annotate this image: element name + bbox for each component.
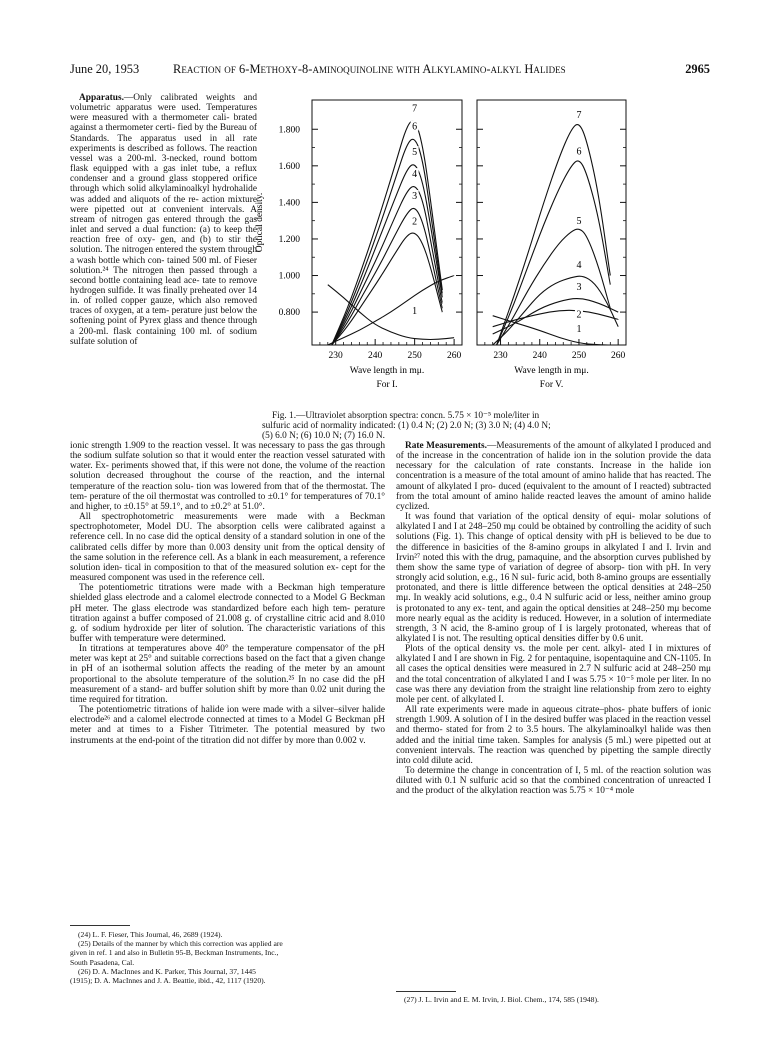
figure-1-chart xyxy=(255,90,682,412)
series-6-label: 6 xyxy=(576,146,582,158)
text-line: perature just below the softening xyxy=(70,306,257,327)
text-line: at 248–250 mμ and the total concentration of alkylated I xyxy=(396,664,711,685)
text-line: All spectrophotometric measurements were made with a xyxy=(79,512,340,523)
text-line: In titrations at temperatures above 40° the temperature xyxy=(79,644,292,655)
text-line: through a 200-ml. flask containing xyxy=(70,316,257,337)
series-3-label: 3 xyxy=(576,282,582,294)
text-line: with temperature were determined. xyxy=(95,633,226,644)
text-line: temperatures of 70.1° and higher, to ±0.15° at 59.1°, and xyxy=(70,491,385,512)
text-line: alkylated I and I. Irvin and Irvin²⁷ noted this with the xyxy=(396,542,711,563)
x-tick-label: 230 xyxy=(493,351,508,361)
text-line: ard buffer solution shift by more than 0.02 unit during the xyxy=(165,684,385,695)
text-line: tent, and again the optical densities at 248–250 mμ become xyxy=(487,603,711,614)
text-line: (a) to keep the reaction free of oxy- xyxy=(70,225,257,246)
series-2-label: 2 xyxy=(576,309,582,321)
text-line: ion concentration is a measure of the total amount of amino xyxy=(396,461,711,482)
footnote-line: given in ref. 1 and also in Bulletin 95-B, Beckman Instruments, Inc., xyxy=(70,948,279,958)
y-tick-label: 1.400 xyxy=(278,198,300,209)
text-line: stoppered orifice through which xyxy=(70,174,257,195)
text-line: liter of solution. The characteristic variations of this buffer xyxy=(70,623,386,644)
series-2-curve xyxy=(493,310,619,326)
text-line: experiments is described as follows. xyxy=(70,143,207,154)
left-column-text xyxy=(70,441,385,746)
text-line: of rolled copper gauze, which also xyxy=(83,296,221,307)
series-5-label: 5 xyxy=(576,215,582,227)
series-1-label: 1 xyxy=(412,305,418,317)
text-line: equipped with a gas inlet tube, a xyxy=(93,164,230,175)
text-line: product of the alkylation reaction was 5.75 × 10⁻⁴ mole xyxy=(425,786,635,797)
text-line: tate to remove hydrogen sulfide. xyxy=(70,275,257,296)
footnote-line: (1915); D. A. MacInnes and J. A. Beattie, ibid., 42, 1117 (1920). xyxy=(70,976,266,986)
footnote-rule-right xyxy=(396,991,456,992)
text-line: for pentaquine, isopentaquine and CN-1105. In all cases xyxy=(396,654,711,675)
footnote-line: (27) J. L. Irvin and E. M. Irvin, J. Biol. Chem., 174, 585 (1948). xyxy=(404,995,599,1004)
chart-panel-2 xyxy=(477,100,626,390)
text-line: was added and aliquots of the re- xyxy=(70,194,199,205)
series-7-label: 7 xyxy=(576,109,582,121)
text-line: weights and volumetric apparatus xyxy=(70,93,257,114)
text-line: to pass the gas through the sodium sulfate solution so that it xyxy=(70,441,385,462)
y-tick-label: 1.000 xyxy=(278,271,300,282)
text-line: compensator of the pH meter was kept at 25° and suitable xyxy=(70,644,385,665)
text-line: would enter the reaction vessel saturated with water. Ex- xyxy=(70,451,385,472)
text-line: obtained by controlling the acidity of such solutions (Fig. xyxy=(396,522,711,543)
text-line: The nitrogen then passed through a xyxy=(113,265,258,276)
text-line: crystalline citric acid and 8.010 g. of sodium hydroxide per xyxy=(70,613,385,634)
text-line: that the combined concentration of unreacted I and the xyxy=(396,776,712,797)
left-footnotes xyxy=(70,930,385,985)
x-tick-label: 260 xyxy=(611,351,626,361)
text-line: 248–250 mμ. In weakly acid solutions, e.g., 0.4 N sulfuric xyxy=(396,583,711,604)
text-line: by two instruments at the end-point of the titration did not xyxy=(70,725,385,746)
text-line: isothermal solution affects the reading of the meter by an xyxy=(122,664,353,675)
x-tick-label: 230 xyxy=(328,351,343,361)
text-line: electrode connected to a Model G Beckman pH meter. xyxy=(70,593,386,614)
text-line: connected at times to a Model G Beckman pH meter and xyxy=(70,715,385,736)
text-line: amount of amino halide cyclized. xyxy=(396,491,711,512)
section-heading: Apparatus. xyxy=(79,93,124,103)
text-line: brated against a thermometer certi- xyxy=(70,113,257,134)
text-line: stated for from 2 to 3.5 hours. The alkylaminoalkyl halide xyxy=(446,725,674,736)
y-tick-label: 1.200 xyxy=(278,234,300,245)
text-line: periments showed that, if this were not done, the volume of xyxy=(111,461,338,472)
y-axis-label: Optical density. xyxy=(255,192,265,253)
text-line: tion with pH. In very strongly acid solution, e.g., 16 N sul- xyxy=(396,562,712,584)
text-line: cell. xyxy=(248,573,265,584)
text-line: time required for titration. xyxy=(70,694,168,705)
paragraph xyxy=(396,512,711,644)
text-line: gen, and (b) to stir the solution. xyxy=(70,235,257,256)
text-line: action mixture were pipetted out at xyxy=(70,194,257,215)
text-line: and there is little difference between the optical densities at xyxy=(441,583,675,594)
text-line: ated I in mixtures of alkylated I and I are shown in Fig. 2 xyxy=(396,644,711,665)
footnote-line: (25) Details of the manner by which this correction was applied are xyxy=(78,939,283,949)
series-1-label: 1 xyxy=(576,324,582,336)
caption-line: sulfuric acid of normality indicated: (1) 0.4 N; (2) 2.0 N; (3) 3.0 N; (4) 4.0 N; xyxy=(262,421,551,432)
text-line: the reaction solution decreased throughout the course of the xyxy=(70,461,385,482)
series-4-label: 4 xyxy=(576,260,582,272)
series-2-label: 2 xyxy=(412,216,418,228)
paragraph xyxy=(70,644,385,705)
text-line: analysis (5 ml.) were pipetted out at convenient intervals. xyxy=(396,735,711,756)
text-line: duced (equivalent to the amount of I reacted) subtracted xyxy=(498,481,712,492)
text-line: As a blank in each measurement, a reference solution iden- xyxy=(70,552,386,573)
text-line: 1). This change of optical density with pH is believed to xyxy=(453,532,672,543)
text-line: tical in composition to that of the measured solution ex- xyxy=(125,562,339,573)
text-line: The glass electrode was standardized before each high tem- xyxy=(112,603,351,614)
text-line: did the optical density of a standard solution in one of the xyxy=(166,532,385,543)
text-line: gas inlet and served a dual function: xyxy=(70,214,257,236)
text-line: desired buffer was placed in the reaction vessel and thermo- xyxy=(396,715,711,736)
text-line: fied by the Bureau of Standards. xyxy=(70,123,257,144)
text-line: group of I is largely protonated, whereas that of alkylated I xyxy=(396,623,711,644)
series-7-label: 7 xyxy=(412,103,418,115)
plot-frame xyxy=(312,100,462,345)
text-line: to ±0.2° at 51.0°. xyxy=(200,501,265,512)
series-5-curve xyxy=(497,229,611,345)
text-line: 100 ml. of sodium sulfate solution of xyxy=(70,326,258,347)
text-line: 3-necked, round bottom flask xyxy=(70,153,257,175)
text-line: solid alkylaminoalkyl hydrohalide xyxy=(127,184,257,195)
text-line: molar solutions of alkylated I and I at 248–250 mμ could be xyxy=(396,512,711,533)
text-line: to eighty mole per cent. of alkylated I. xyxy=(396,684,711,705)
x-tick-label: 240 xyxy=(532,351,547,361)
text-line: through a wash bottle which con- xyxy=(70,245,257,266)
text-line: point of Pyrex glass and thence xyxy=(107,316,226,327)
text-line: Beckman spectrophotometer, Model DU. The absorption xyxy=(70,512,385,533)
x-axis-label: Wave length in mμ. xyxy=(514,366,589,376)
chart-panel-1 xyxy=(255,100,462,390)
series-3-label: 3 xyxy=(412,191,418,203)
text-line: with a silver–silver halide electrode²⁶ and a calomel electrode xyxy=(70,705,386,726)
text-line: into cold dilute acid. xyxy=(396,755,473,766)
text-line: alkylated I produced and of the increase in the concentration xyxy=(396,441,711,462)
footnote-line: (24) L. F. Fieser, This Journal, 46, 2689 (1924). xyxy=(78,930,223,939)
text-line: the optical densities were measured in 2.7 N sulfuric acid xyxy=(430,664,651,675)
x-tick-label: 250 xyxy=(407,351,422,361)
series-4-label: 4 xyxy=(412,169,418,181)
text-line: solution of intermediate strength, 3 N acid, the 8-amino xyxy=(396,613,712,634)
text-line: of halide ion in the solution provide the data necessary for xyxy=(396,451,711,472)
right-footnote xyxy=(396,995,711,1004)
text-line: more nearly equal as the acidity is reduced. However, in a xyxy=(396,613,618,624)
caption-line: Fig. 1.—Ultraviolet absorption spectra: concn. 5.75 × 10⁻⁵ mole/liter in xyxy=(272,411,540,421)
footnote-rule-left xyxy=(70,925,130,926)
text-line: be due to the difference in basicities of the 8-amino groups in xyxy=(396,532,711,553)
text-line: reaction, and the internal temperature of the reaction solu- xyxy=(70,471,385,492)
header-date: June 20, 1953 xyxy=(70,62,140,76)
text-line: —Only calibrated xyxy=(123,93,198,103)
caption-line: (5) 6.0 N; (6) 10.0 N; (7) 16.0 N. xyxy=(262,431,385,442)
paragraph xyxy=(396,766,711,796)
x-axis-label: Wave length in mμ. xyxy=(349,366,425,376)
apparatus-text xyxy=(70,93,257,347)
text-line: perature of the oil thermostat was controlled to ±0.1° for xyxy=(89,491,302,502)
header-title: Reaction of 6-Methoxy-8-aminoquinoline with Alkylamino-alkyl Halides xyxy=(173,62,566,76)
paragraph xyxy=(70,512,385,583)
text-line: drug, pamaquine, and the absorption curves published by xyxy=(495,552,711,563)
paragraph xyxy=(396,644,711,705)
text-line: The nitrogen entered the system xyxy=(104,245,226,256)
text-line: cept for the measured component was used in the reference xyxy=(70,562,385,584)
series-5-label: 5 xyxy=(412,147,418,159)
rate-measurements-paragraph xyxy=(396,441,711,512)
paragraph xyxy=(70,705,385,746)
text-line: calibrated cells differ by more than 0.003 density unit from xyxy=(70,542,300,553)
y-tick-label: 0.800 xyxy=(278,308,300,319)
text-line: at times to a Fisher Titrimeter. The potential measured xyxy=(116,725,350,736)
text-line: halide that has reacted. The amount of alkylated I pro- xyxy=(396,471,711,492)
apparatus-paragraph xyxy=(70,93,257,347)
right-column-text xyxy=(396,441,711,796)
text-line: the optical density of the same solution in the reference cell. xyxy=(70,542,386,563)
text-line: perature titration against a buffer composed of 21.008 g. of xyxy=(70,603,385,624)
text-line: To determine the change in concentration of I, 5 ml. of xyxy=(405,766,614,776)
text-line: ionic strength 1.909 to the reaction vessel. It was necessary xyxy=(70,441,295,451)
text-line: tained 500 ml. of Fieser solution.²⁴ xyxy=(70,255,257,276)
text-line: is not. The resulting optical densities differ by 0.6 unit. xyxy=(438,633,644,644)
x-tick-label: 240 xyxy=(368,351,383,361)
paragraph xyxy=(70,583,385,644)
text-line: were used. Temperatures were xyxy=(70,103,257,124)
text-line: second bottle containing lead ace- xyxy=(70,275,200,286)
text-line: cells were calibrated against a reference cell. In no case xyxy=(70,522,385,543)
text-line: and I was 5.75 × 10⁻⁵ mole per liter. In no case was there xyxy=(396,674,711,695)
paragraph xyxy=(396,705,711,766)
text-line: measured with a thermometer cali- xyxy=(92,113,230,124)
text-line: from the total amount of amino halide reacted leaves the xyxy=(396,491,616,502)
text-line: The reaction was quenched by pipetting the sample directly xyxy=(478,745,711,756)
text-line: All rate experiments were made in aqueous citrate–phos- xyxy=(405,705,625,716)
y-tick-label: 1.800 xyxy=(278,125,300,136)
x-tick-label: 250 xyxy=(571,351,587,361)
footnote-line: (26) D. A. MacInnes and K. Parker, This Journal, 37, 1445 xyxy=(78,966,256,976)
text-line: —Measurements of the amount of xyxy=(486,441,616,451)
series-6-label: 6 xyxy=(412,121,418,133)
panel-label: For V. xyxy=(539,380,564,390)
text-line: solution.²⁵ In no case did the pH measurement of a stand- xyxy=(70,674,385,695)
running-header xyxy=(70,62,710,78)
text-line: The reaction vessel was a 200-ml. xyxy=(70,143,258,164)
text-line: tion was lowered from that of the thermostat. The tem- xyxy=(70,481,385,502)
text-line: convenient intervals. A stream of xyxy=(70,204,257,225)
figure-1-caption xyxy=(262,411,683,442)
text-line: amount proportional to the absolute temperature of the xyxy=(70,664,385,685)
text-line: them show the same type of variation of degree of absorp- xyxy=(396,562,625,573)
text-line: corrections based on the fact that a given change in pH of an xyxy=(70,654,386,675)
text-line: was then added and the initial time taken. Samples for xyxy=(396,725,711,746)
text-line: nitrogen gas entered through the xyxy=(111,214,241,225)
text-line: removed traces of oxygen, at a tem- xyxy=(70,296,257,317)
y-tick-label: 1.600 xyxy=(278,161,300,172)
text-line: The apparatus used in all rate xyxy=(117,133,257,144)
text-line: acid or less, neither amino group is protonated to any ex- xyxy=(396,593,711,614)
text-line: The potentiometric titrations of halide ion were made xyxy=(79,705,284,716)
paragraph xyxy=(70,441,385,512)
text-line: any deviation from the straight line relationship from zero xyxy=(453,684,675,695)
text-line: differ by more than 0.002 v. xyxy=(261,735,366,746)
text-line: high temperature shielded glass electrode and a calomel xyxy=(70,583,385,604)
text-line: the calculation of rate constants. Increase in the halide xyxy=(456,461,693,472)
text-line: Plots of the optical density vs. the mole per cent. alkyl- xyxy=(405,644,626,655)
text-line: phate buffers of ionic strength 1.909. A solution of I in the xyxy=(396,705,711,726)
panel-label: For I. xyxy=(376,380,398,390)
text-line: The potentiometric titrations were made with a Beckman xyxy=(79,583,314,594)
text-line: It was found that variation of the optical density of equi- xyxy=(405,512,636,523)
text-line: the reaction solution was diluted with 0.1 N sulfuric acid so xyxy=(396,766,711,787)
text-line: furic acid, both 8-amino groups are essentially protonated, xyxy=(396,573,711,594)
section-heading: Rate Measurements. xyxy=(405,441,487,451)
text-line: It was finally preheated over 14 in. xyxy=(70,285,257,307)
header-page-number: 2965 xyxy=(685,62,710,76)
x-tick-label: 260 xyxy=(446,351,462,361)
plot-frame xyxy=(477,100,626,345)
text-line: reflux condenser and a ground glass xyxy=(70,164,257,185)
footnote-line: South Pasadena, Cal. xyxy=(70,957,135,967)
